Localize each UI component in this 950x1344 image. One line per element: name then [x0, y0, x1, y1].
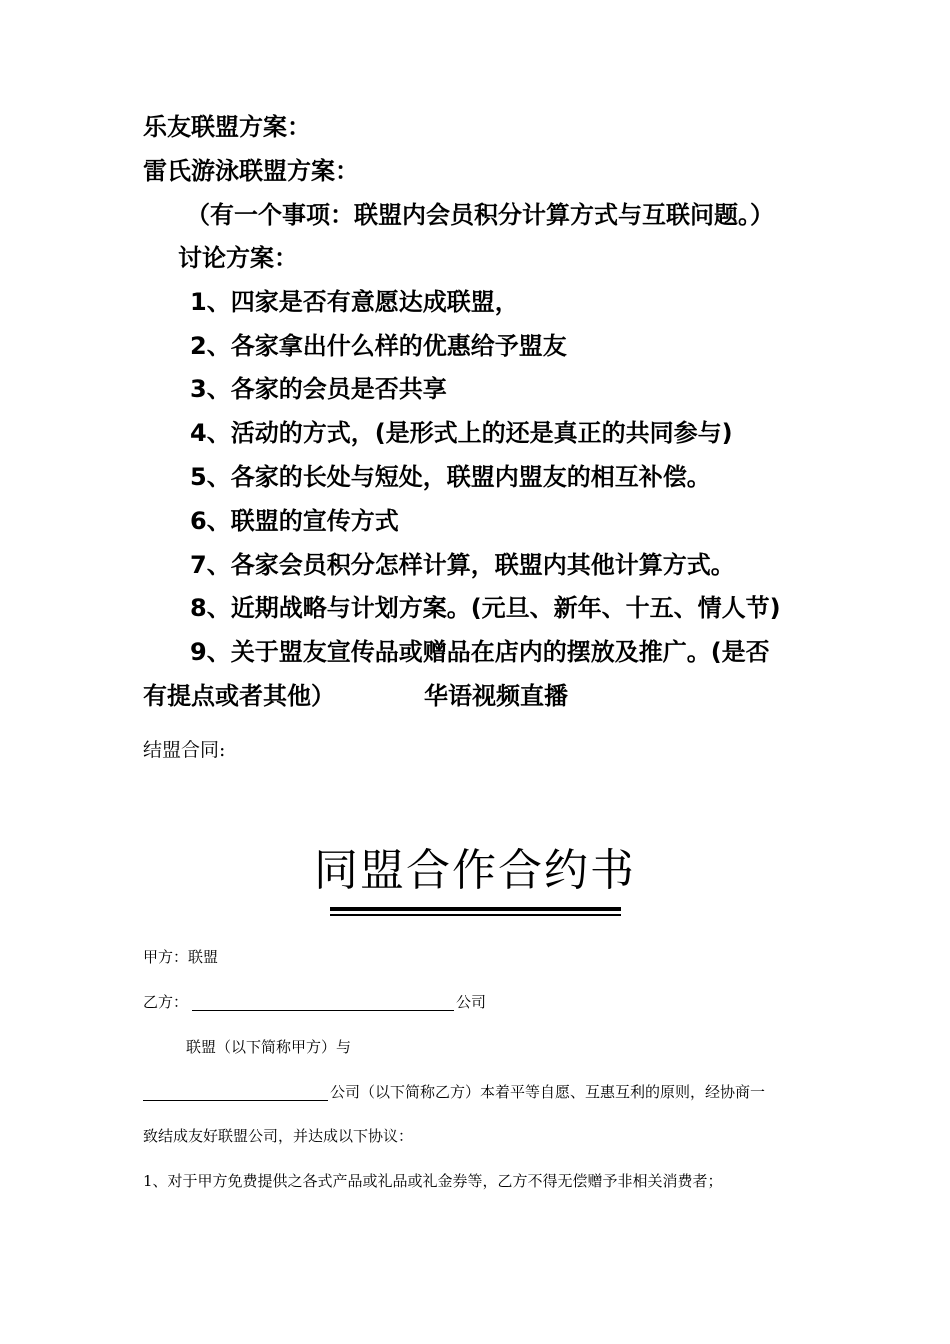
intro-blank	[143, 1079, 328, 1101]
intro-line3: 致结成友好联盟公司，并达成以下协议：	[143, 1127, 414, 1145]
intro-text: 联盟（以下简称甲方）与	[186, 1038, 352, 1056]
title-underline-thick	[330, 907, 621, 911]
list-item: 6、联盟的宣传方式	[190, 507, 399, 535]
list-item: 4、活动的方式，(是形式上的还是真正的共同参与)	[190, 419, 733, 447]
party-b-blank	[192, 991, 454, 1011]
contract-title: 同盟合作合约书	[314, 845, 636, 896]
list-item: 8、近期战略与计划方案。(元旦、新年、十五、情人节)	[190, 594, 781, 622]
list-item: 2、各家拿出什么样的优惠给予盟友	[190, 332, 567, 360]
list-item: 7、各家会员积分怎样计算，联盟内其他计算方式。	[190, 551, 735, 579]
heading-leishi-plan: 雷氏游泳联盟方案：	[143, 157, 359, 185]
list-item: 1、四家是否有意愿达成联盟，	[190, 288, 519, 316]
intro-line2: 公司（以下简称乙方）本着平等自愿、互惠互利的原则，经协商一	[330, 1083, 766, 1101]
list-item: 9、关于盟友宣传品或赠品在店内的摆放及推广。(是否	[190, 638, 770, 666]
list-item-continuation: 有提点或者其他）	[143, 682, 335, 710]
stray-text: 华语视频直播	[424, 682, 568, 710]
party-b-prefix: 乙方：	[143, 993, 189, 1011]
heading-leyou-plan: 乐友联盟方案：	[143, 113, 311, 141]
party-a: 甲方：联盟	[143, 948, 219, 966]
discussion-label: 讨论方案：	[178, 244, 298, 272]
list-item: 3、各家的会员是否共享	[190, 375, 447, 403]
plan-note: （有一个事项：联盟内会员积分计算方式与互联问题。）	[186, 201, 774, 229]
party-b-suffix: 公司	[456, 993, 487, 1011]
contract-label: 结盟合同:	[143, 739, 226, 761]
title-underline-thin	[330, 914, 621, 916]
clause-1: 1、对于甲方免费提供之各式产品或礼品或礼金券等，乙方不得无偿赠予非相关消费者；	[143, 1172, 723, 1190]
list-item: 5、各家的长处与短处，联盟内盟友的相互补偿。	[190, 463, 711, 491]
